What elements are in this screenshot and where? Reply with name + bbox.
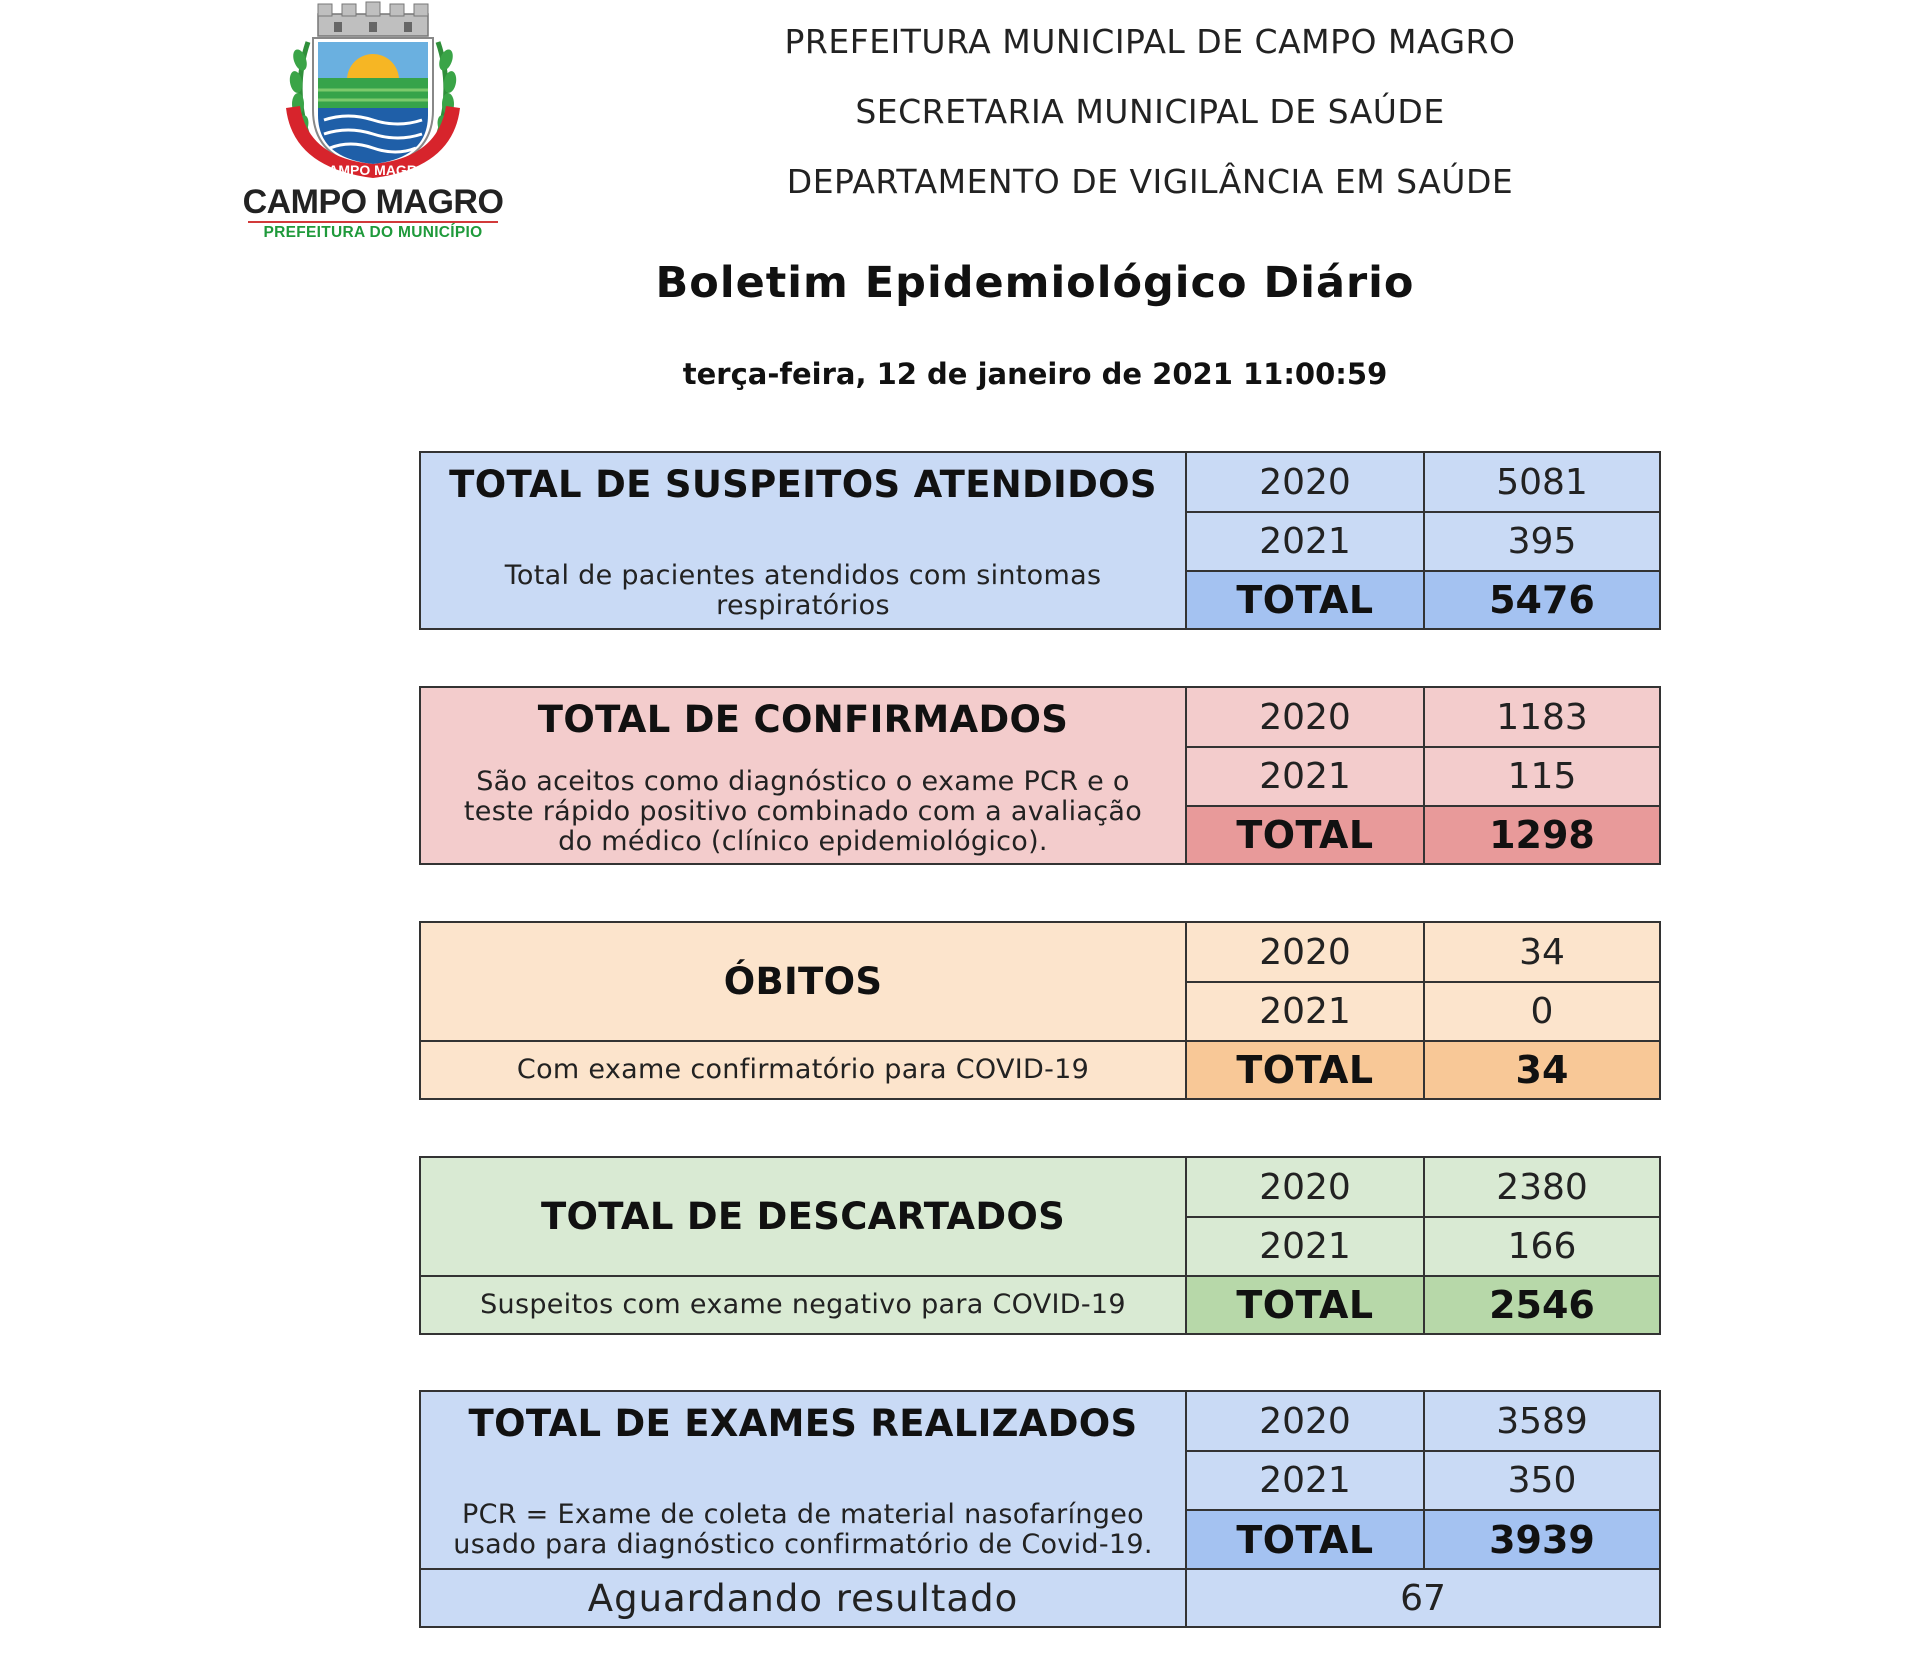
total-value: 5476 bbox=[1423, 570, 1659, 628]
table-description: Com exame confirmatório para COVID-19 bbox=[421, 1040, 1185, 1098]
total-label: TOTAL bbox=[1185, 1509, 1423, 1568]
table-exames bbox=[419, 1390, 1661, 1628]
description-line-1: Total de pacientes atendidos com sintomas bbox=[504, 559, 1102, 591]
year-2021-value: 395 bbox=[1423, 511, 1659, 570]
year-2020-value: 2380 bbox=[1423, 1158, 1659, 1216]
table-heading: TOTAL DE DESCARTADOS bbox=[540, 1195, 1066, 1238]
table-description bbox=[421, 760, 1185, 863]
description-line-2: usado para diagnóstico confirmatório de Covid-19. bbox=[453, 1529, 1153, 1560]
table-heading: TOTAL DE SUSPEITOS ATENDIDOS bbox=[449, 462, 1157, 506]
description-line-2: teste rápido positivo combinado com a avaliação bbox=[463, 795, 1143, 827]
logo-subtitle: PREFEITURA DO MUNICÍPIO bbox=[263, 224, 483, 241]
awaiting-label: Aguardando resultado bbox=[421, 1568, 1185, 1626]
coat-of-arms-icon bbox=[238, 0, 508, 185]
year-2020-label: 2020 bbox=[1185, 453, 1423, 511]
year-2020-value: 3589 bbox=[1423, 1392, 1659, 1450]
total-label: TOTAL bbox=[1185, 1275, 1423, 1333]
year-2020-label: 2020 bbox=[1185, 688, 1423, 746]
header-line-1: PREFEITURA MUNICIPAL DE CAMPO MAGRO bbox=[784, 22, 1516, 61]
total-value: 3939 bbox=[1423, 1509, 1659, 1568]
year-2021-label: 2021 bbox=[1185, 511, 1423, 570]
total-value: 34 bbox=[1423, 1040, 1659, 1098]
ribbon-text: CAMPO MAGRO bbox=[318, 162, 428, 178]
page-title: Boletim Epidemiológico Diário bbox=[655, 258, 1415, 308]
header-line-3: DEPARTAMENTO DE VIGILÂNCIA EM SAÚDE bbox=[786, 162, 1514, 201]
year-2020-value: 5081 bbox=[1423, 453, 1659, 511]
description-line-3: do médico (clínico epidemiológico). bbox=[558, 825, 1048, 857]
logo-divider bbox=[248, 221, 498, 223]
year-2021-value: 0 bbox=[1423, 981, 1659, 1040]
table-heading: ÓBITOS bbox=[723, 960, 883, 1003]
logo-name: CAMPO MAGRO bbox=[242, 183, 504, 221]
total-label: TOTAL bbox=[1185, 805, 1423, 863]
table-suspeitos bbox=[419, 451, 1661, 630]
year-2021-value: 350 bbox=[1423, 1450, 1659, 1509]
table-confirmados bbox=[419, 686, 1661, 865]
table-description bbox=[421, 1492, 1185, 1568]
year-2021-label: 2021 bbox=[1185, 981, 1423, 1040]
total-value: 1298 bbox=[1423, 805, 1659, 863]
description-line-1: PCR = Exame de coleta de material nasofaríngeo bbox=[462, 1499, 1144, 1530]
year-2020-label: 2020 bbox=[1185, 1158, 1423, 1216]
table-description: Suspeitos com exame negativo para COVID-19 bbox=[421, 1275, 1185, 1333]
total-value: 2546 bbox=[1423, 1275, 1659, 1333]
table-descartados bbox=[419, 1156, 1661, 1335]
year-2020-value: 1183 bbox=[1423, 688, 1659, 746]
header-line-2: SECRETARIA MUNICIPAL DE SAÚDE bbox=[855, 92, 1445, 131]
report-date: terça-feira, 12 de janeiro de 2021 11:00:59 bbox=[682, 357, 1388, 391]
year-2020-label: 2020 bbox=[1185, 1392, 1423, 1450]
year-2021-label: 2021 bbox=[1185, 1216, 1423, 1275]
year-2021-label: 2021 bbox=[1185, 746, 1423, 805]
total-label: TOTAL bbox=[1185, 570, 1423, 628]
year-2021-value: 115 bbox=[1423, 746, 1659, 805]
table-heading: TOTAL DE EXAMES REALIZADOS bbox=[468, 1401, 1138, 1445]
year-2020-label: 2020 bbox=[1185, 923, 1423, 981]
table-description bbox=[421, 553, 1185, 628]
total-label: TOTAL bbox=[1185, 1040, 1423, 1098]
year-2021-label: 2021 bbox=[1185, 1450, 1423, 1509]
year-2020-value: 34 bbox=[1423, 923, 1659, 981]
table-heading: TOTAL DE CONFIRMADOS bbox=[537, 697, 1069, 741]
description-line-1: São aceitos como diagnóstico o exame PCR e o bbox=[476, 765, 1130, 797]
table-obitos bbox=[419, 921, 1661, 1100]
year-2021-value: 166 bbox=[1423, 1216, 1659, 1275]
municipal-logo bbox=[238, 0, 508, 250]
description-line-2: respiratórios bbox=[716, 589, 890, 621]
awaiting-value: 67 bbox=[1185, 1568, 1659, 1626]
